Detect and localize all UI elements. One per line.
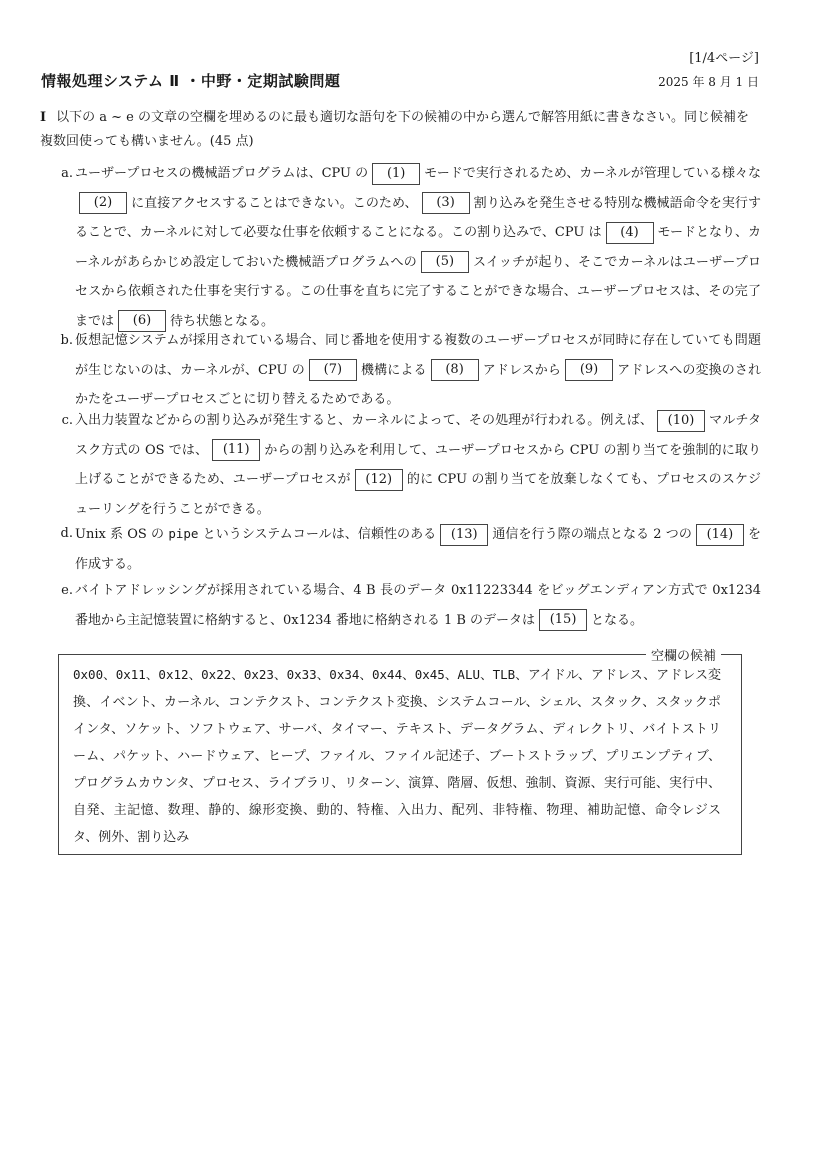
text-segment: アドレスへの変換のされかたをユーザープロセスごとに切り替えるためである。 [75, 362, 761, 407]
text-segment: 通信を行う際の端点となる 2 つの [492, 527, 692, 542]
text-segment: 的に CPU の割り当てを放棄しなくても、プロセスのスケジューリングを行うことができる。 [75, 472, 761, 517]
blank-5: (5) [421, 251, 469, 273]
exam-title: 情報処理システム Ⅱ ・中野・定期試験問題 [41, 72, 341, 90]
item-text [75, 159, 761, 336]
text-segment: に直接アクセスすることはできない。このため、 [131, 195, 418, 211]
text-segment: スイッチが起り、そこでカーネルはユーザープロセスから依頼された仕事を実行する。この仕事を直ちに完了することができな場合、ユーザープロセスは、その完了までは [75, 254, 761, 329]
blank-1: (1) [372, 163, 420, 185]
text-segment: モードとなり、カーネルがあらかじめ設定しておいた機械語プログラムへの [75, 225, 762, 270]
blank-8: (8) [431, 359, 479, 381]
blank-2: (2) [79, 192, 127, 214]
blank-7: (7) [309, 359, 357, 381]
item-text [75, 519, 761, 579]
item-b [57, 326, 761, 415]
blank-15: (15) [539, 609, 587, 631]
blank-10: (10) [657, 410, 705, 432]
text-segment: アドレスから [482, 362, 562, 378]
item-label: e. [61, 583, 73, 598]
text-segment: からの割り込みを利用して、ユーザープロセスから CPU の割り当てを強制的に取り上げることができるため、ユーザープロセスが [75, 442, 761, 487]
page-number: [1/4ページ] [689, 51, 759, 66]
item-label: b. [60, 333, 73, 348]
text-segment: 入出力装置などからの割り込みが発生すると、カーネルによって、その処理が行われる。例えば、 [75, 413, 654, 428]
text-segment: を作成する。 [75, 527, 761, 572]
text-segment: 待ち状態となる。 [170, 313, 275, 329]
item-text [75, 406, 761, 524]
question-instruction [40, 106, 761, 154]
blank-12: (12) [355, 469, 403, 491]
text-segment: 割り込みを発生させる特別な機械語命令を実行することで、カーネルに対して必要な仕事を依頼することになる。この割り込みで、CPU は [75, 195, 761, 240]
text-segment: 機構による [360, 362, 427, 378]
candidate-codes: 0x00、0x11、0x12、0x22、0x23、0x33、0x34、0x44、0x45、ALU、TLB、 [73, 667, 528, 682]
candidates-legend: 空欄の候補 [646, 645, 721, 664]
text-segment: モードで実行されるため、カーネルが管理している様々な [424, 166, 761, 181]
blank-14: (14) [696, 524, 744, 546]
item-a [57, 159, 761, 336]
blank-3: (3) [422, 192, 470, 214]
blank-11: (11) [212, 439, 260, 461]
item-label: c. [61, 413, 73, 428]
blank-13: (13) [440, 524, 488, 546]
text-segment: というシステムコールは、信頼性のある [202, 527, 437, 542]
instruction-text: 以下の a ~ e の文章の空欄を埋めるのに最も適切な語句を下の候補の中から選んで解答用紙に書きなさい。同じ候補を複数回使っても構いません。(45 点) [40, 110, 749, 149]
text-segment: ユーザープロセスの機械語プログラムは、CPU の [75, 166, 369, 181]
blank-6: (6) [118, 310, 166, 332]
item-label: a. [61, 166, 73, 181]
item-d [57, 519, 761, 579]
blank-4: (4) [606, 222, 654, 244]
candidate-words: アイドル、アドレス、アドレス変換、イベント、カーネル、コンテクスト、コンテクスト変換、システムコール、シェル、スタック、スタックポインタ、ソケット、ソフトウェア、サーバ、タイマー、テキスト、データグラム、ディレクトリ、バイトストリーム、パケット、ハードウェア、ヒープ、ファイル、ファイル記述子、ブートストラップ、プリエンプティブ、プログラムカウンタ、プロセス、ライブラリ、リターン、演算、階層、仮想、強制、資源、実行可能、実行中、自発、主記憶、数理、静的、線形変換、動的、特権、入出力、配列、非特権、物理、補助記憶、命令レジスタ、例外、割り込み [73, 668, 721, 845]
item-text [75, 576, 761, 635]
item-e [57, 576, 761, 635]
text-segment: 仮想記憶システムが採用されている場合、同じ番地を使用する複数のユーザープロセスが同時に存在していても問題が生じないのは、カーネルが、CPU の [75, 333, 761, 378]
text-segment: マルチタスク方式の OS では、 [75, 413, 761, 458]
exam-date: 2025 年 8 月 1 日 [658, 75, 759, 89]
item-label: d. [60, 526, 73, 541]
text-segment: Unix 系 OS の [75, 527, 165, 542]
candidates-list [73, 661, 721, 851]
blank-9: (9) [565, 359, 613, 381]
item-c [57, 406, 761, 524]
text-segment: バイトアドレッシングが採用されている場合、4 B 長のデータ 0x11223344 をビッグエンディアン方式で 0x1234 番地から主記憶装置に格納すると、0x1234 番地に格納される 1 B のデータは [75, 583, 761, 628]
code-pipe: pipe [168, 526, 199, 541]
question-number: I [40, 110, 47, 125]
text-segment: となる。 [591, 612, 644, 628]
item-text [75, 326, 761, 415]
